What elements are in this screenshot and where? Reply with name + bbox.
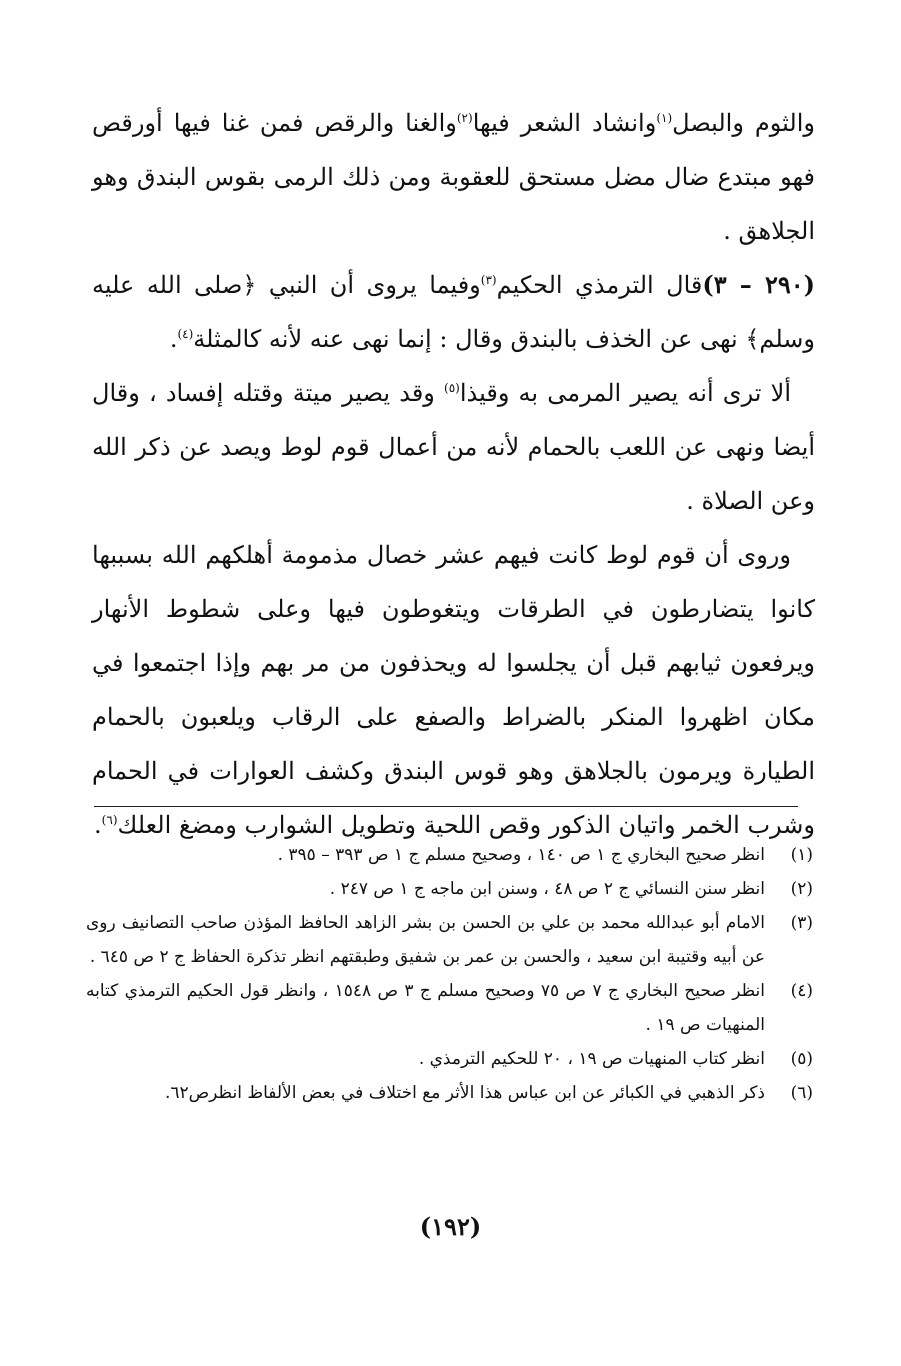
- footnote-number: (٢): [790, 879, 813, 899]
- footnote-6: [86, 1076, 813, 1110]
- page-number: (١٩٢): [419, 1212, 482, 1241]
- text-run: .: [169, 325, 178, 353]
- footnote-ref: (٦): [101, 813, 118, 827]
- text-run: وفيما يروى أن النبي ﴿صلى الله عليه وسلم﴾ نهى عن الخذف بالبندق وقال : إنما نهى عنه لأنه كالمثلة: [92, 271, 815, 353]
- text-run: والثوم والبصل: [672, 109, 815, 137]
- text-run: وانشاد الشعر فيها: [472, 109, 657, 137]
- footnote-number: (١): [790, 845, 813, 865]
- footnote-text: الامام أبو عبدالله محمد بن علي بن الحسن بن بشر الزاهد الحافظ المؤذن صاحب التصانيف روى عن أبيه وقتيبة ابن سعيد ، والحسن بن عمر بن شفيق وطبقتهم انظر تذكرة الحفاظ ج ٢ ص ٦٤٥ .: [86, 913, 765, 967]
- footnote-1: [86, 838, 813, 872]
- footnote-text: ذكر الذهبي في الكبائر عن ابن عباس هذا الأثر مع اختلاف في بعض الألفاظ انظرص٦٢.: [164, 1083, 765, 1103]
- hadith-number: (٢٩٠ – ٣): [702, 270, 815, 299]
- footnote-2: [86, 872, 813, 906]
- footnote-3: [86, 906, 813, 974]
- text-run: والغنا والرقص فمن غنا فيها أورقص فهو مبتدع ضال مضل مستحق للعقوبة ومن ذلك الرمى بقوس البندق وهو الجلاهق .: [92, 109, 815, 245]
- footnotes: [86, 838, 813, 1110]
- footnote-number: (٤): [790, 981, 813, 1001]
- footnote-ref: (٤): [177, 327, 194, 341]
- footnote-text: انظر صحيح البخاري ج ١ ص ١٤٠ ، وصحيح مسلم ج ١ ص ٣٩٣ – ٣٩٥ .: [277, 845, 765, 865]
- footnote-5: [86, 1042, 813, 1076]
- text-run: وقد يصير ميتة وقتله إفساد ، وقال أيضا ونهى عن اللعب بالحمام لأنه من أعمال قوم لوط ويصد عن ذكر الله وعن الصلاة .: [92, 379, 816, 515]
- paragraph-2: [92, 258, 815, 366]
- footnote-ref: (٢): [456, 111, 473, 125]
- paragraph-4: [92, 528, 815, 852]
- text-run: ألا ترى أنه يصير المرمى به وقيذا: [459, 379, 791, 407]
- footnote-number: (٥): [790, 1049, 813, 1069]
- paragraph-3: [92, 366, 815, 528]
- footnote-4: [86, 974, 813, 1042]
- footnote-text: انظر كتاب المنهيات ص ١٩ ، ٢٠ للحكيم الترمذي .: [418, 1049, 765, 1069]
- footnote-text: انظر صحيح البخاري ج ٧ ص ٧٥ وصحيح مسلم ج ٣ ص ١٥٤٨ ، وانظر قول الحكيم الترمذي كتابه المنهيات ص ١٩ .: [86, 981, 765, 1035]
- footnote-ref: (١): [656, 111, 673, 125]
- text-run: وروى أن قوم لوط كانت فيهم عشر خصال مذمومة أهلكهم الله بسببها كانوا يتضارطون في الطرقات ويتغوطون فيها وعلى شطوط الأنهار ويرفعون ثيابهم قبل أن يجلسوا له ويحذفون من مر بهم وإذا اجتمعوا في مكان اظهروا المنكر بالضراط والصفع على الرقاب ويلعبون بالحمام الطيارة ويرمون بالجلاهق وهو قوس البندق وكشف العوارات في الحمام وشرب الخمر واتيان الذكور وقص اللحية وتطويل الشوارب ومضغ العلك: [92, 541, 815, 839]
- footnote-number: (٦): [790, 1083, 813, 1103]
- paragraph-1: [92, 96, 815, 258]
- footnote-separator: [94, 806, 798, 807]
- main-text: [92, 96, 815, 852]
- footnote-ref: (٣): [480, 273, 497, 287]
- footnote-number: (٣): [790, 913, 813, 933]
- footnote-ref: (٥): [444, 381, 460, 395]
- footnote-text: انظر سنن النسائي ج ٢ ص ٤٨ ، وسنن ابن ماجه ج ١ ص ٢٤٧ .: [329, 879, 765, 899]
- text-run: قال الترمذي الحكيم: [496, 271, 703, 299]
- text-run: .: [94, 811, 102, 839]
